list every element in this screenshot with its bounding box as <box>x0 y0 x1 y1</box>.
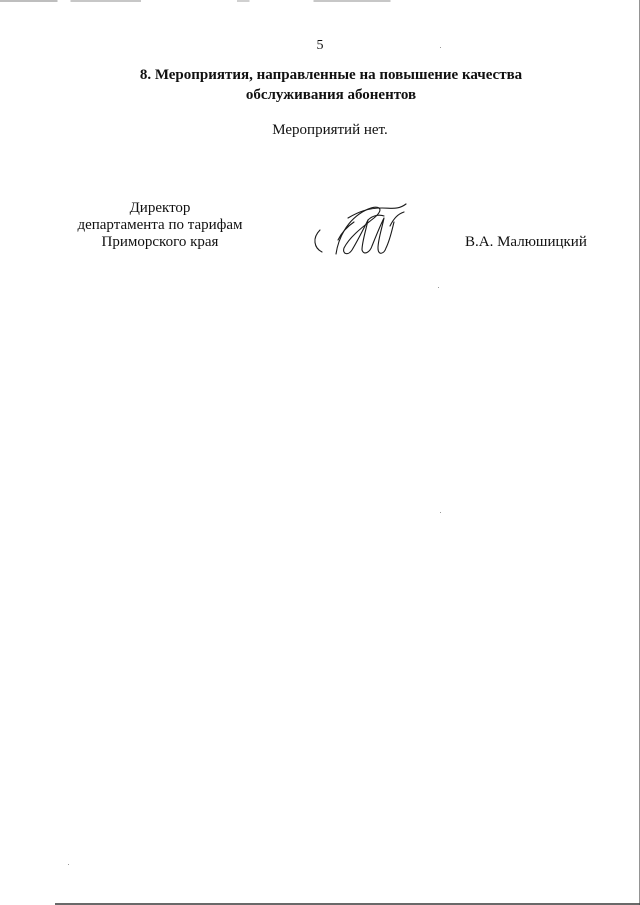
signer-name: В.А. Малюшицкий <box>465 234 587 250</box>
section-heading-line-2: обслуживания абонентов <box>245 87 417 103</box>
scan-speck <box>438 287 439 288</box>
scan-speck <box>440 512 441 513</box>
section-heading-line-1: 8. Мероприятия, направленные на повышение качества <box>139 67 523 83</box>
section-body-text: Мероприятий нет. <box>272 122 388 138</box>
handwritten-signature <box>308 196 413 262</box>
scan-speck <box>68 864 69 865</box>
scan-edge-top <box>0 0 640 2</box>
signer-position-line-2: департамента по тарифам <box>77 217 243 233</box>
section-heading <box>60 65 602 105</box>
signer-position-line-3: Приморского края <box>101 234 219 250</box>
signer-position-line-1: Директор <box>129 200 191 216</box>
signer-position <box>60 200 260 251</box>
page-number: 5 <box>316 38 324 53</box>
